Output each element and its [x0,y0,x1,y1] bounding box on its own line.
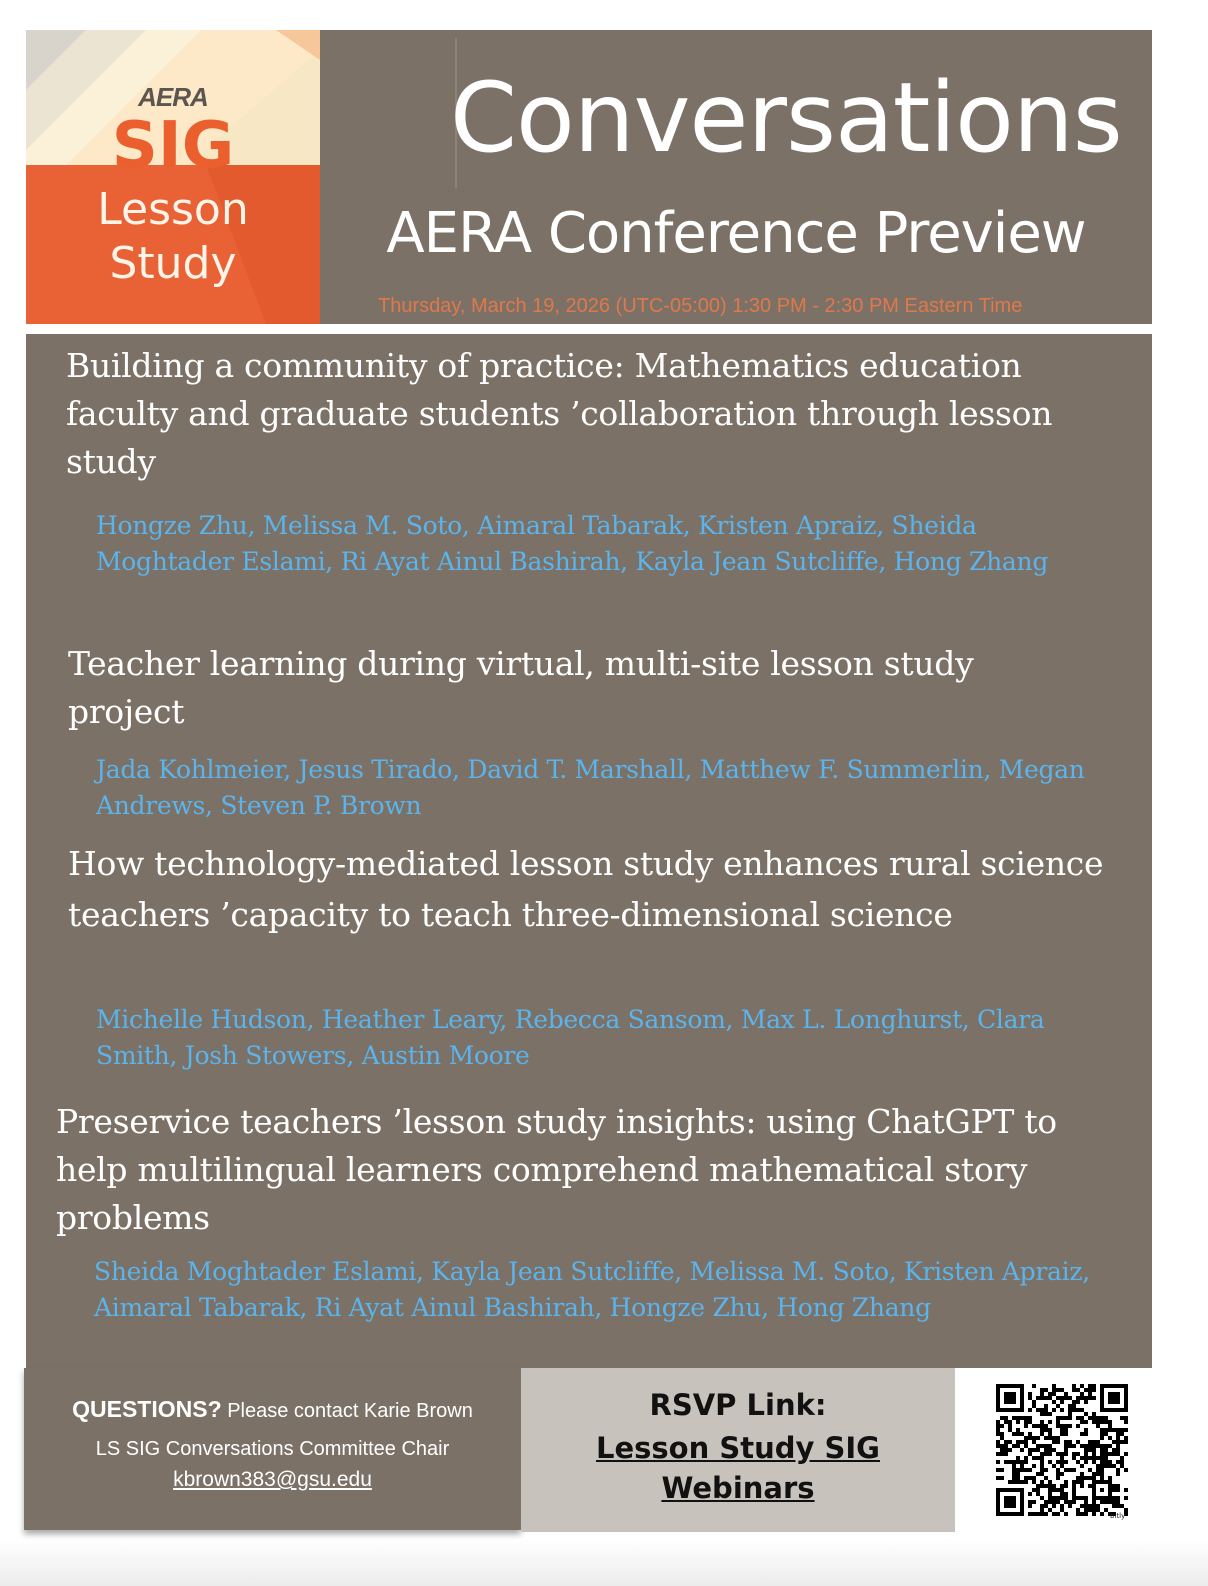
sessions-panel [26,334,1152,1368]
contact-email-link[interactable]: kbrown383@gsu.edu [173,1468,372,1491]
talk-title-1: Building a community of practice: Mathematics education faculty and graduate students ’collaboration through lesson study [66,346,1053,481]
aera-wordmark: AERA [138,82,208,112]
page-title: Conversations [450,62,1122,174]
talk-title-2: Teacher learning during virtual, multi-site lesson study project [68,644,974,731]
sig-logo [26,30,320,324]
questions-box [24,1368,521,1530]
talk-title-4: Preservice teachers ’lesson study insights: using ChatGPT to help multilingual learners comprehend mathematical story problems [56,1102,1057,1237]
logo-study-text: Study [109,238,237,289]
rsvp-label: RSVP Link: [649,1388,827,1422]
qr-caption: bitly [1110,1512,1126,1520]
event-datetime: Thursday, March 19, 2026 (UTC-05:00) 1:30 PM - 2:30 PM Eastern Time [378,295,1023,317]
rsvp-webinars-link[interactable]: Lesson Study SIG Webinars [596,1431,880,1505]
qr-code[interactable] [982,1368,1142,1528]
talk-authors-1: Hongze Zhu, Melissa M. Soto, Aimaral Tabarak, Kristen Apraiz, Sheida Moghtader Eslami, Ri Ayat Ainul Bashirah, Kayla Jean Sutcliffe, Hong Zhang [96,511,1049,576]
page-subtitle: AERA Conference Preview [386,201,1086,266]
rsvp-box [521,1368,955,1532]
talk-authors-3: Michelle Hudson, Heather Leary, Rebecca Sansom, Max L. Longhurst, Clara Smith, Josh Stowers, Austin Moore [96,1005,1045,1070]
sig-wordmark: SIG [111,109,235,183]
questions-line [24,1396,521,1423]
header-banner [320,30,1152,324]
committee-role: LS SIG Conversations Committee Chair [95,1438,450,1460]
talk-title-3: How technology-mediated lesson study enhances rural science teachers ’capacity to teach three-dimensional science [68,844,1104,934]
qr-code-icon [996,1384,1128,1516]
logo-lesson-text: Lesson [97,184,249,235]
talk-authors-2: Jada Kohlmeier, Jesus Tirado, David T. Marshall, Matthew F. Summerlin, Megan Andrews, Steven P. Brown [96,755,1085,820]
questions-label: QUESTIONS? [72,1396,222,1422]
talk-authors-4: Sheida Moghtader Eslami, Kayla Jean Sutcliffe, Melissa M. Soto, Kristen Apraiz, Aimaral Tabarak, Ri Ayat Ainul Bashirah, Hongze Zhu, Hong Zhang [94,1257,1090,1322]
page-bottom-edge [0,1540,1208,1586]
questions-text: Please contact Karie Brown [227,1400,473,1422]
